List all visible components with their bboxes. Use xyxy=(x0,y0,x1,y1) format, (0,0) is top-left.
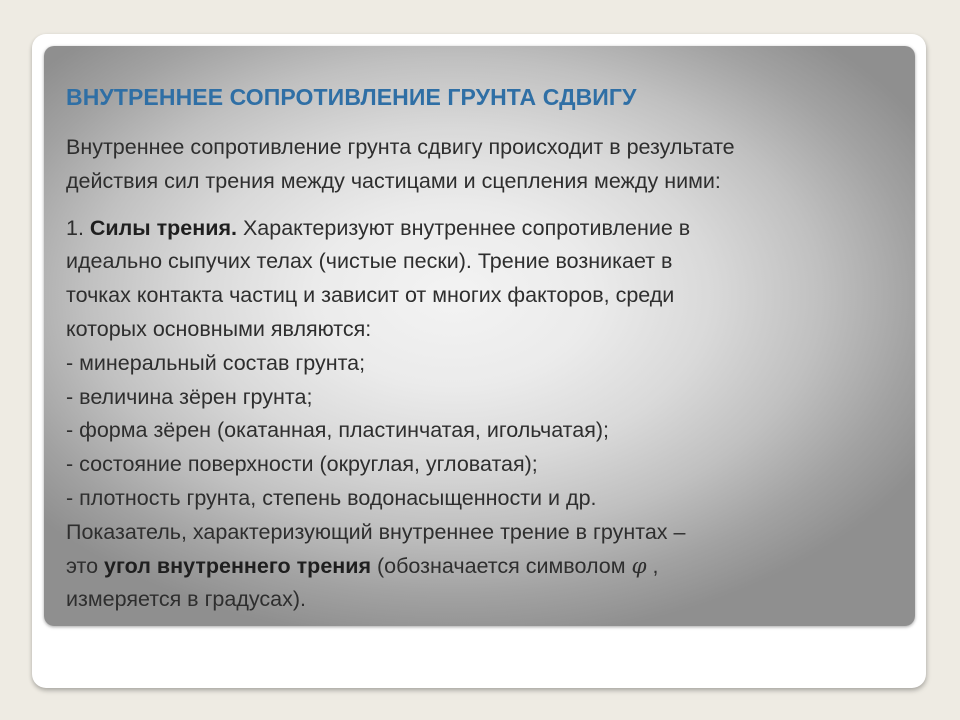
item1-line1-rest: Характеризуют внутреннее сопротивление в xyxy=(236,215,691,240)
phi-symbol: φ xyxy=(631,553,647,579)
item1-number: 1. xyxy=(66,215,90,240)
item1-line-3: точках контакта частиц и зависит от многих факторов, среди xyxy=(66,283,675,308)
slide-content xyxy=(66,82,906,617)
item1-line-4: которых основными являются: xyxy=(66,316,372,341)
indicator-line-1: Показатель, характеризующий внутреннее трение в грунтах – xyxy=(66,519,686,544)
factor-item: - плотность грунта, степень водонасыщенности и др. xyxy=(66,485,597,510)
factor-item: - форма зёрен (окатанная, пластинчатая, игольчатая); xyxy=(66,418,610,443)
item1-term: Силы трения. xyxy=(89,215,237,240)
item1-line-2: идеально сыпучих телах (чистые пески). Трение возникает в xyxy=(66,249,673,274)
intro-paragraph xyxy=(66,131,906,199)
intro-line-1: Внутреннее сопротивление грунта сдвигу происходит в результате xyxy=(66,135,735,159)
friction-section xyxy=(66,212,906,618)
indicator-line-3: измеряется в градусах). xyxy=(66,587,306,612)
item1-line-1 xyxy=(66,212,906,246)
factor-item: - состояние поверхности (округлая, угловатая); xyxy=(66,452,538,477)
factor-item: - величина зёрен грунта; xyxy=(66,384,313,409)
intro-line-2: действия сил трения между частицами и сцепления между ними: xyxy=(66,168,721,193)
indicator-line2-mid: (обозначается символом xyxy=(371,553,632,578)
factor-item: - минеральный состав грунта; xyxy=(66,350,366,375)
indicator-line2-end: , xyxy=(646,553,659,578)
indicator-line-2 xyxy=(66,550,906,584)
indicator-line2-start: это xyxy=(66,553,105,578)
slide-title: ВНУТРЕННЕЕ СОПРОТИВЛЕНИЕ ГРУНТА СДВИГУ xyxy=(66,84,637,110)
indicator-term: угол внутреннего трения xyxy=(104,553,372,578)
